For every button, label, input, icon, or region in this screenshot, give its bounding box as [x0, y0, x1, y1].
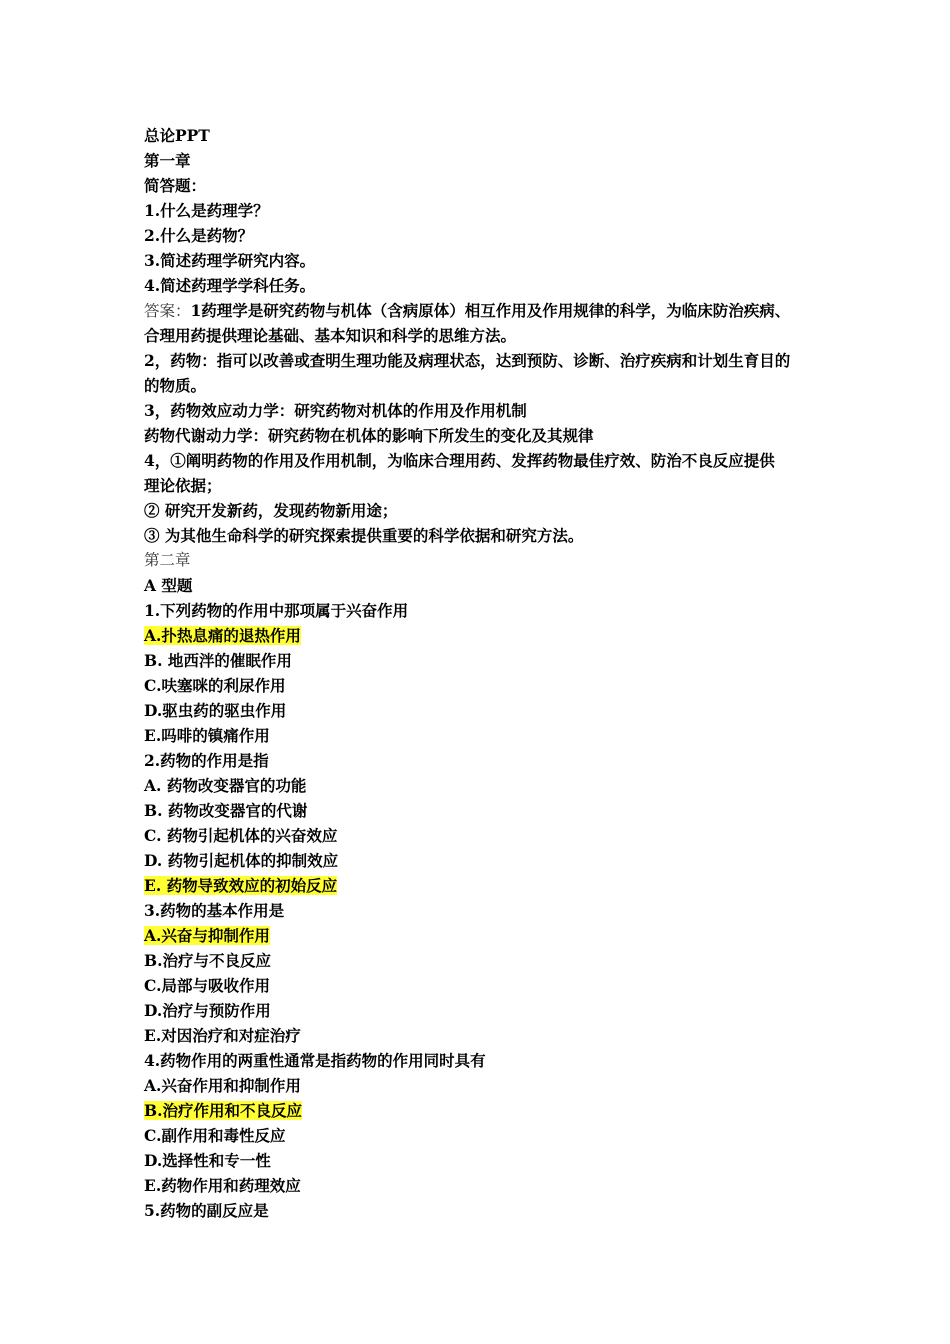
answer-4-line-1: 4，①阐明药物的作用及作用机制，为临床合理用药、发挥药物最佳疗效、防治不良反应提供 — [144, 451, 775, 470]
answer-1-text: 1药理学是研究药物与机体（含病原体）相互作用及作用规律的科学，为临床防治疾病、 — [190, 301, 791, 320]
question-4: 4.简述药理学学科任务。 — [144, 276, 316, 295]
answer-2-line-1: 2，药物：指可以改善或查明生理功能及病理状态，达到预防、诊断、治疗疾病和计划生育目的 — [144, 351, 791, 370]
chapter-1-heading: 第一章 — [144, 151, 191, 170]
answer-3-line-2: 药物代谢动力学：研究药物在机体的影响下所发生的变化及其规律 — [144, 426, 594, 445]
q1-option-a-answer: A.扑热息痛的退热作用 — [144, 626, 301, 645]
q1-option-e: E.吗啡的镇痛作用 — [144, 726, 270, 745]
question-2: 2.什么是药物？ — [144, 226, 254, 245]
q1-option-a — [144, 623, 834, 648]
q2-option-b: B. 药物改变器官的代谢 — [144, 801, 308, 820]
q3-option-e: E.对因治疗和对症治疗 — [144, 1026, 301, 1045]
answer-3-line-1: 3，药物效应动力学：研究药物对机体的作用及作用机制 — [144, 401, 527, 420]
q3-option-b: B.治疗与不良反应 — [144, 951, 271, 970]
question-3: 3.简述药理学研究内容。 — [144, 251, 316, 270]
q3-option-a — [144, 923, 834, 948]
q2-stem: 2.药物的作用是指 — [144, 751, 269, 770]
document-page — [144, 123, 834, 1223]
type-a-label: A 型题 — [144, 576, 193, 595]
q4-option-c: C.副作用和毒性反应 — [144, 1126, 286, 1145]
q4-option-e: E.药物作用和药理效应 — [144, 1176, 301, 1195]
answer-4-line-4: ③ 为其他生命科学的研究探索提供重要的科学依据和研究方法。 — [144, 526, 584, 545]
answer-1-line-2: 合理用药提供理论基础、基本知识和科学的思维方法。 — [144, 326, 517, 345]
chapter-2-heading: 第二章 — [144, 551, 191, 569]
answer-1-line-1 — [144, 298, 834, 323]
q2-option-a: A. 药物改变器官的功能 — [144, 776, 307, 795]
q2-option-e-answer: E. 药物导致效应的初始反应 — [144, 876, 338, 895]
q4-stem: 4.药物作用的两重性通常是指药物的作用同时具有 — [144, 1051, 486, 1070]
q4-option-b — [144, 1098, 834, 1123]
q4-option-a: A.兴奋作用和抑制作用 — [144, 1076, 301, 1095]
q3-stem: 3.药物的基本作用是 — [144, 901, 285, 920]
q4-option-d: D.选择性和专一性 — [144, 1151, 271, 1170]
q3-option-d: D.治疗与预防作用 — [144, 1001, 271, 1020]
q1-option-d: D.驱虫药的驱虫作用 — [144, 701, 287, 720]
q3-option-a-answer: A.兴奋与抑制作用 — [144, 926, 270, 945]
q4-option-b-answer: B.治疗作用和不良反应 — [144, 1101, 302, 1120]
q5-stem: 5.药物的副反应是 — [144, 1201, 269, 1220]
q3-option-c: C.局部与吸收作用 — [144, 976, 270, 995]
answer-2-line-2: 的物质。 — [144, 376, 207, 395]
q2-option-d: D. 药物引起机体的抑制效应 — [144, 851, 339, 870]
answer-label: 答案： — [144, 302, 191, 320]
doc-title: 总论PPT — [144, 126, 210, 145]
answer-4-line-3: ② 研究开发新药，发现药物新用途； — [144, 501, 398, 520]
q1-stem: 1.下列药物的作用中那项属于兴奋作用 — [144, 601, 409, 620]
question-1: 1.什么是药理学？ — [144, 201, 269, 220]
q2-option-c: C. 药物引起机体的兴奋效应 — [144, 826, 338, 845]
q2-option-e — [144, 873, 834, 898]
section-short-answer: 简答题： — [144, 176, 207, 195]
q1-option-c: C.呋塞咪的利尿作用 — [144, 676, 286, 695]
answer-4-line-2: 理论依据； — [144, 476, 222, 495]
q1-option-b: B. 地西泮的催眠作用 — [144, 651, 292, 670]
